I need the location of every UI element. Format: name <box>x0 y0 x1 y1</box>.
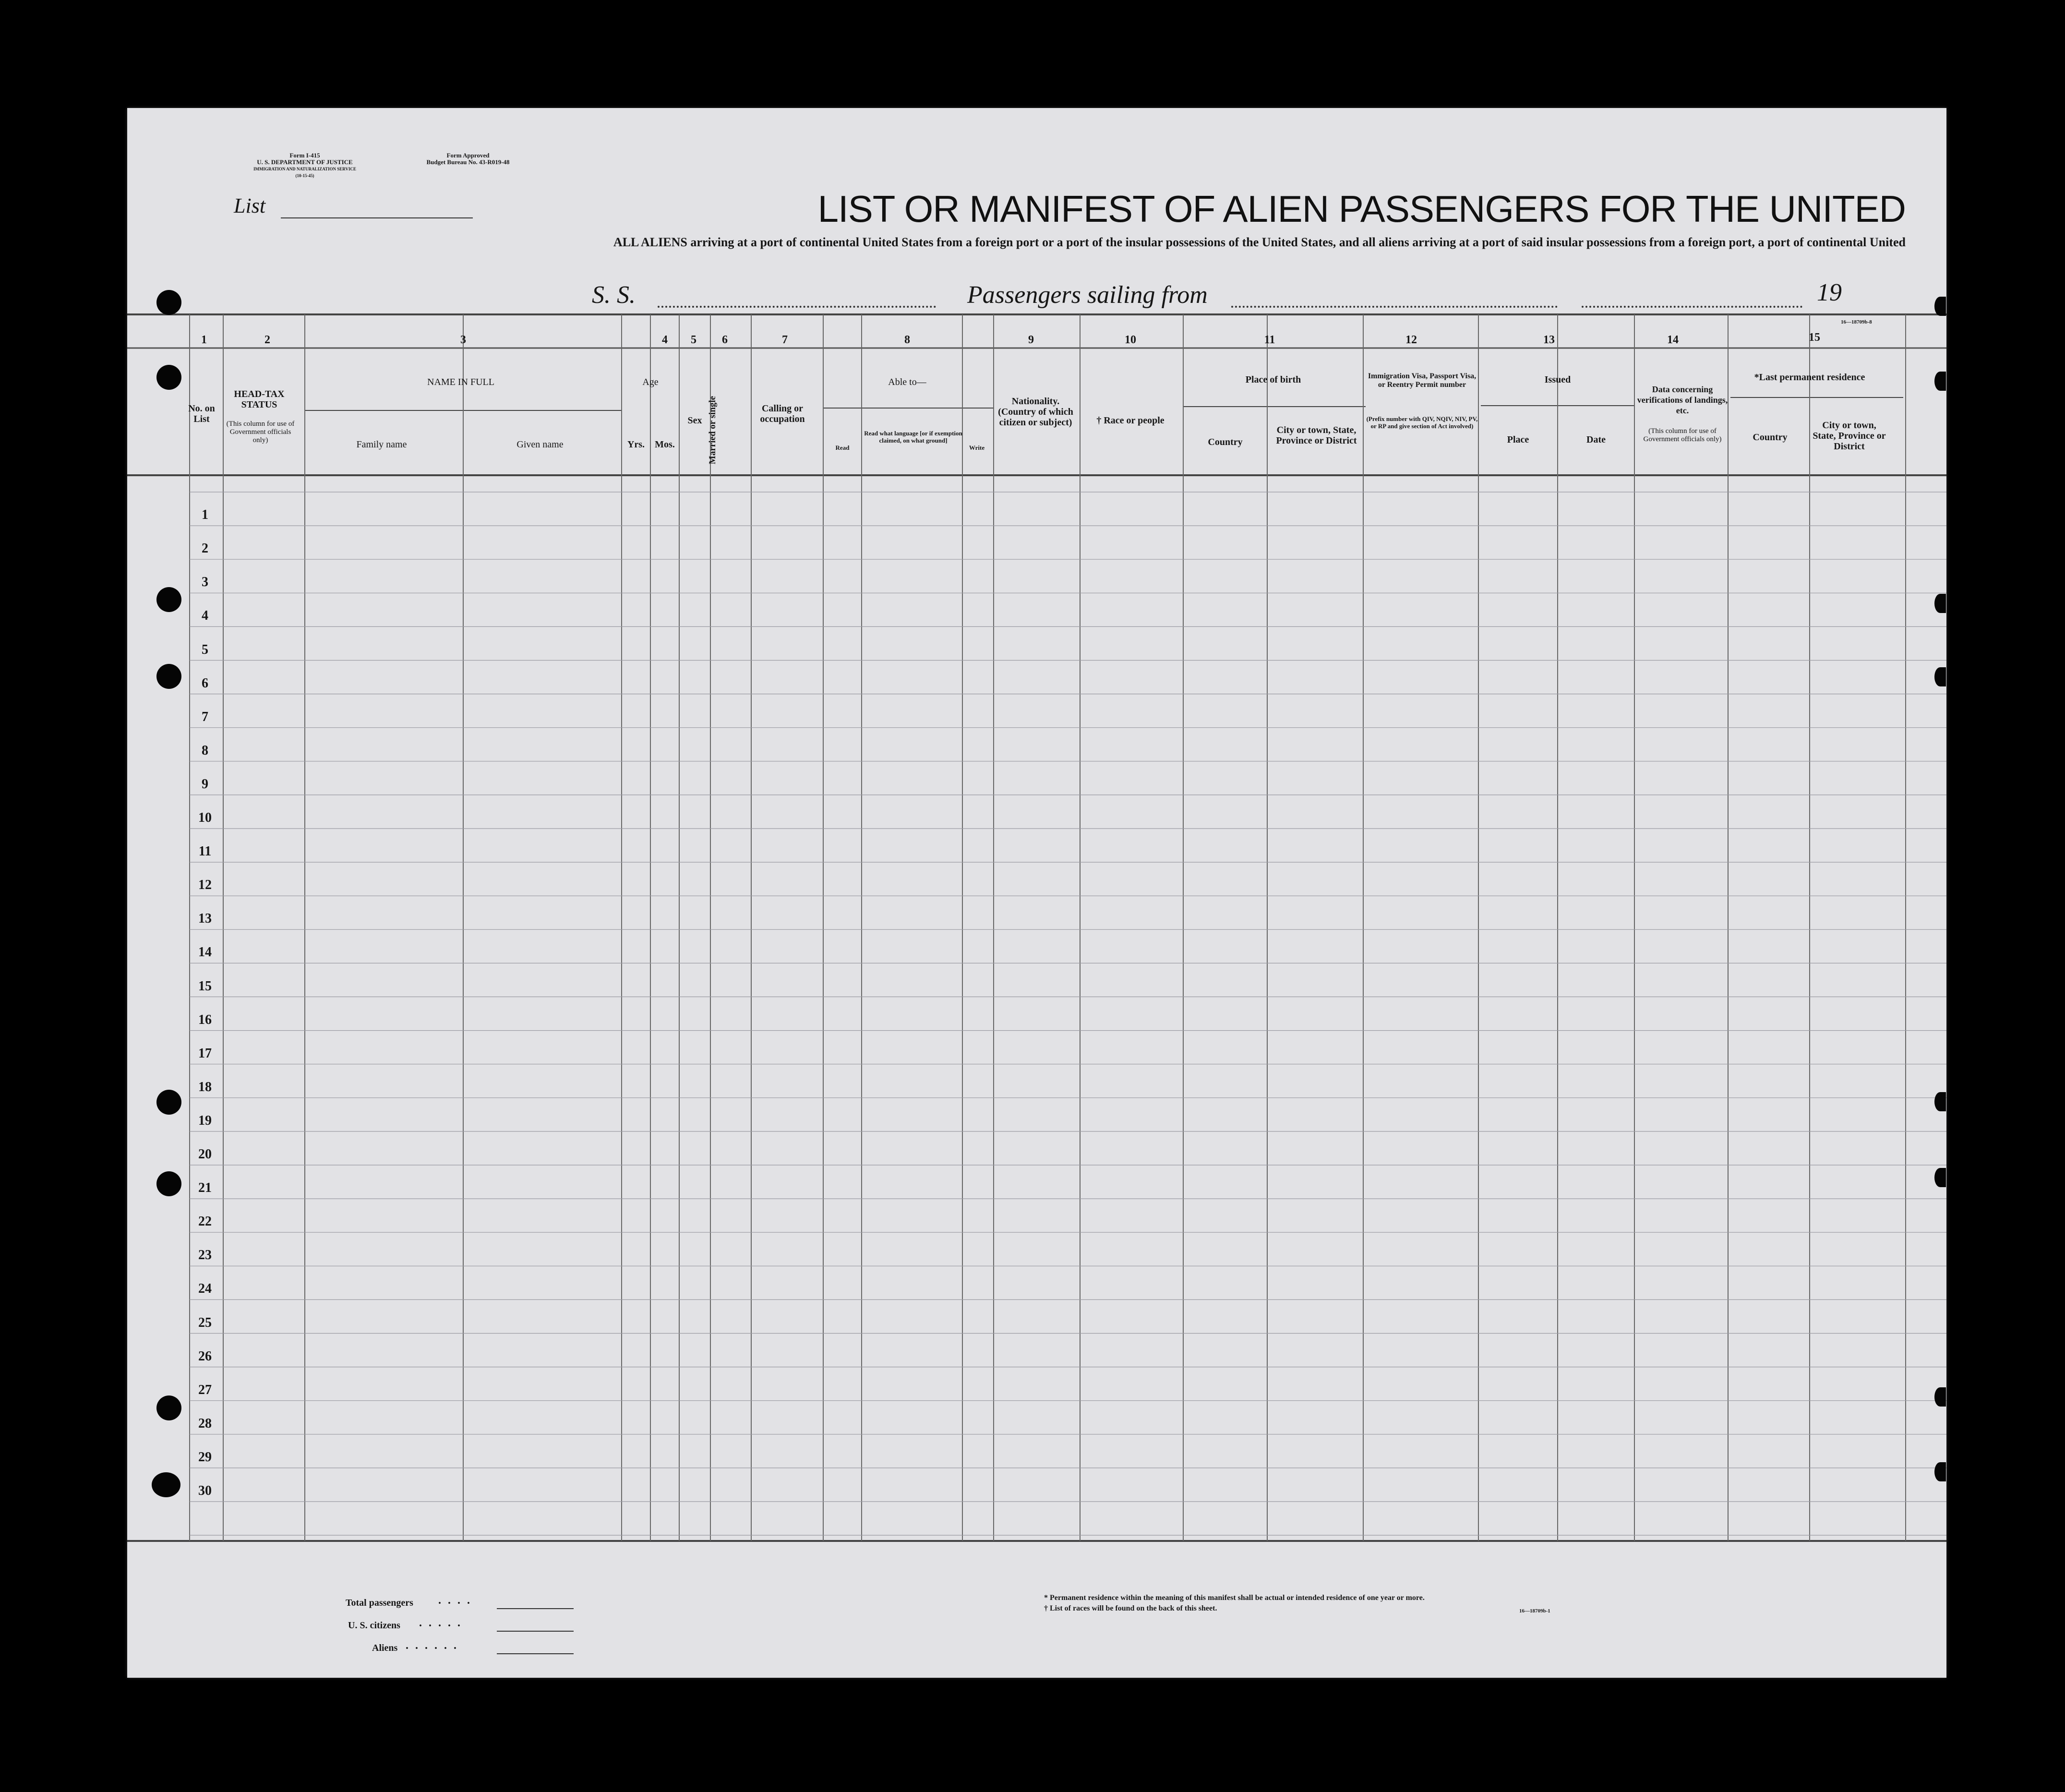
punch-hole <box>156 290 181 315</box>
ss-label: S. S. <box>592 281 636 309</box>
header-no-on-list: No. on List <box>188 403 215 424</box>
header-write: Write <box>969 444 985 451</box>
edge-hole <box>1934 1168 1946 1187</box>
aliens-label: Aliens <box>372 1643 398 1653</box>
punch-hole <box>156 664 181 689</box>
col-num-2: 2 <box>264 334 270 346</box>
edge-hole <box>1934 594 1946 613</box>
footnote-races: † List of races will be found on the back of this sheet. <box>1044 1604 1217 1612</box>
col-num-6: 6 <box>722 334 728 346</box>
row-number: 25 <box>198 1315 212 1330</box>
row-number: 15 <box>198 978 212 994</box>
row-number: 21 <box>198 1180 212 1196</box>
row-number: 29 <box>198 1449 212 1465</box>
header-issued-date: Date <box>1586 434 1606 445</box>
header-residence-country: Country <box>1753 432 1788 443</box>
header-mos: Mos. <box>655 439 675 450</box>
col-num-13: 13 <box>1543 334 1555 346</box>
row-number: 17 <box>198 1046 212 1061</box>
row-number: 18 <box>198 1079 212 1094</box>
col-num-5: 5 <box>691 334 696 346</box>
row-number: 11 <box>198 844 212 859</box>
row-number: 1 <box>202 507 208 523</box>
punch-hole <box>156 1171 181 1196</box>
edge-hole <box>1934 297 1946 316</box>
header-age: Age <box>642 377 659 387</box>
header-place-of-birth: Place of birth <box>1245 374 1301 385</box>
row-number: 20 <box>198 1147 212 1162</box>
header-visa-note: (Prefix number with QIV, NQIV, NIV, PV, or RP and give section of Act involved) <box>1366 415 1478 430</box>
total-passengers-label: Total passengers <box>346 1598 413 1608</box>
header-given-name: Given name <box>516 439 564 450</box>
us-citizens-label: U. S. citizens <box>348 1620 400 1631</box>
row-number: 5 <box>202 642 208 657</box>
header-birth-country: Country <box>1208 437 1243 447</box>
col-num-11: 11 <box>1264 334 1275 346</box>
row-number: 7 <box>202 709 208 724</box>
header-last-residence: *Last permanent residence <box>1754 372 1865 383</box>
row-number: 14 <box>198 945 212 960</box>
edge-hole <box>1934 1462 1946 1481</box>
header-family-name: Family name <box>356 439 407 450</box>
col-num-1: 1 <box>201 334 207 346</box>
row-number: 6 <box>202 675 208 691</box>
header-sex: Sex <box>687 415 702 426</box>
header-yrs: Yrs. <box>627 439 645 450</box>
row-number: 26 <box>198 1348 212 1364</box>
print-code-top: 16—18709b-8 <box>1841 319 1872 325</box>
row-number: 16 <box>198 1012 212 1027</box>
punch-hole <box>156 365 181 390</box>
punch-hole <box>152 1472 180 1497</box>
sailing-from-label: Passengers sailing from <box>967 281 1208 309</box>
col-num-4: 4 <box>662 334 668 346</box>
row-number: 10 <box>198 810 212 825</box>
header-residence-city: City or town, State, Province or District <box>1813 420 1886 452</box>
print-code-bottom: 16—18709b-1 <box>1519 1608 1550 1614</box>
header-visa: Immigration Visa, Passport Visa, or Reentry Permit number <box>1368 372 1477 389</box>
col-num-7: 7 <box>782 334 788 346</box>
list-label: List <box>234 194 266 217</box>
row-number: 19 <box>198 1113 212 1128</box>
edge-hole <box>1934 372 1946 391</box>
header-head-tax: HEAD-TAX STATUS <box>234 389 285 410</box>
form-number: Form I-415 <box>289 152 320 159</box>
col-num-12: 12 <box>1405 334 1417 346</box>
header-data-note: (This column for use of Government officials only) <box>1643 427 1722 443</box>
punch-hole <box>156 587 181 612</box>
manifest-form-sheet: Form I-415 U. S. DEPARTMENT OF JUSTICE IMMIGRATION AND NATURALIZATION SERVICE (10-15-45) Form Approved Budget Bureau No. 43-R019-48 List LIST OR MANIFEST OF ALIEN PASSENGERS FOR THE UNITED ALL ALIENS arriving at a port of continental United States from a foreign port or a port of the insular possessions of the United States, and all aliens arriving at a port of said insular possessions from a foreign port, a port of continental United S. S. Passengers sailing from 19 16—18709b-8 1 2 3 4 5 6 7 8 9 10 11 12 13 14 15 No. on List HEAD-TAX STATUS (This column for use of Government officials only) NAME IN FULL Family name Given name Age Yrs. Mos. Sex Married or single Calling or occupation Able to— Read Read what language [or if exemption claimed, on what ground] Write Nationality. (Country of which citizen or subject) † Race or people Place of birth Country City or town, State, Province or District Immigration Visa, Passport Visa, or Reentry Permit number (Prefix number with QIV, NQIV, NIV, PV, or RP and give section of Act involved) Issued Place Date Data concerning verifications of landings, etc. (This column for use of Government officials only) *Last permanent residence Country City or town, State, Province or District 1 2 3 4 5 6 7 8 9 10 11 12 13 14 15 16 17 18 19 20 21 22 23 24 25 26 27 28 29 30 Total passengers .... U. S. citizens ..... Aliens ...... * Permanent residence within the meaning of this manifest shall be actual or intended residence of one year or more. † List of races will be found on the back of this sheet. 16—18709b-1 <box>127 108 1946 1678</box>
department-name: U. S. DEPARTMENT OF JUSTICE <box>257 158 353 166</box>
header-name-in-full: NAME IN FULL <box>427 377 494 387</box>
col-num-9: 9 <box>1028 334 1034 346</box>
punch-hole <box>156 1395 181 1420</box>
row-number: 8 <box>202 743 208 758</box>
edge-hole <box>1934 1092 1946 1111</box>
us-citizens-line[interactable] <box>497 1631 574 1632</box>
row-number: 28 <box>198 1416 212 1431</box>
edge-hole <box>1934 667 1946 686</box>
header-race: † Race or people <box>1096 415 1165 426</box>
header-birth-city: City or town, State, Province or District <box>1276 425 1357 446</box>
form-date: (10-15-45) <box>295 173 314 178</box>
total-passengers-line[interactable] <box>497 1608 574 1609</box>
col-num-8: 8 <box>904 334 910 346</box>
approval-line-2: Budget Bureau No. 43-R019-48 <box>426 158 510 166</box>
col-num-10: 10 <box>1125 334 1136 346</box>
header-head-tax-note: (This column for use of Government officials only) <box>226 420 295 444</box>
row-number: 23 <box>198 1248 212 1263</box>
service-name: IMMIGRATION AND NATURALIZATION SERVICE <box>253 167 356 171</box>
header-issued: Issued <box>1544 374 1571 385</box>
punch-hole <box>156 1090 181 1115</box>
col-num-15: 15 <box>1809 331 1820 344</box>
form-subtitle: ALL ALIENS arriving at a port of continental United States from a foreign port or a port of the insular possessions of the United States, and all aliens arriving at a port of said insular possessions from a foreign port, a port of continental United <box>613 235 1906 249</box>
header-married-single: Married or single <box>708 396 718 465</box>
row-number: 24 <box>198 1281 212 1297</box>
row-number: 13 <box>198 911 212 926</box>
aliens-line[interactable] <box>497 1653 574 1654</box>
form-title: LIST OR MANIFEST OF ALIEN PASSENGERS FOR THE UNITED <box>817 188 1906 230</box>
header-read-language: Read what language [or if exemption claimed, on what ground] <box>864 430 962 444</box>
col-num-3: 3 <box>460 334 466 346</box>
row-number: 3 <box>202 575 208 590</box>
row-number: 12 <box>198 878 212 893</box>
header-read: Read <box>835 444 850 451</box>
row-number: 27 <box>198 1382 212 1397</box>
year-label: 19 <box>1817 279 1842 306</box>
row-number: 9 <box>202 776 208 792</box>
row-number: 30 <box>198 1483 212 1498</box>
header-calling: Calling or occupation <box>760 403 805 424</box>
row-number: 2 <box>202 541 208 556</box>
row-number: 22 <box>198 1214 212 1229</box>
header-nationality: Nationality. (Country of which citizen or subject) <box>998 396 1073 428</box>
row-number: 4 <box>202 608 208 624</box>
header-able-to: Able to— <box>888 377 926 387</box>
header-data-concerning: Data concerning verifications of landings, etc. <box>1637 385 1728 415</box>
approval-line-1: Form Approved <box>446 152 490 159</box>
edge-hole <box>1934 1387 1946 1407</box>
footnote-permanent-residence: * Permanent residence within the meaning of this manifest shall be actual or intended residence of one year or more. <box>1044 1594 1425 1602</box>
col-num-14: 14 <box>1667 334 1679 346</box>
header-issued-place: Place <box>1507 434 1529 445</box>
